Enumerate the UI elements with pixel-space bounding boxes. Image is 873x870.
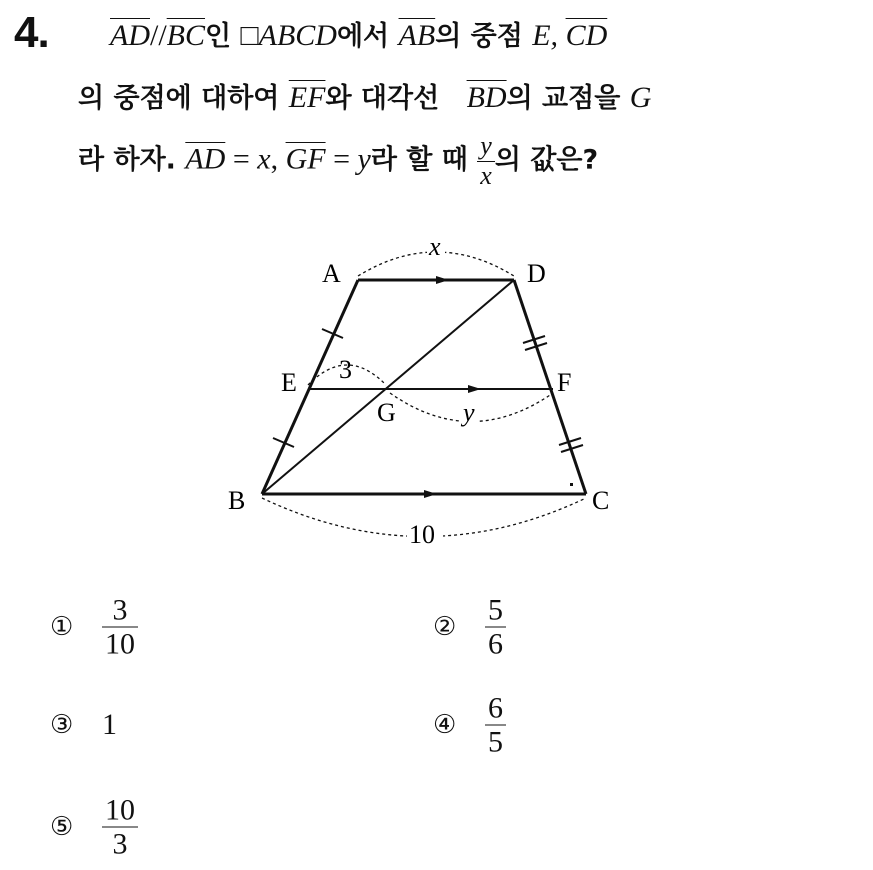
var-x: x	[257, 142, 271, 176]
choice-fraction: $\frac{5}{6}$	[485, 594, 506, 661]
choice-marker: ②	[433, 612, 457, 642]
label-b: B	[228, 486, 246, 515]
question-number: 4.	[14, 8, 49, 57]
text: 의 교점을	[506, 83, 630, 114]
equals-sign: =	[325, 142, 358, 176]
choice-1[interactable]	[50, 592, 250, 662]
text: 라 하자.	[78, 144, 186, 176]
text: 에서	[336, 21, 399, 52]
quad-abcd: ABCD	[258, 19, 337, 52]
parallel-sign: //	[150, 19, 167, 52]
comma: ,	[270, 142, 286, 176]
choice-3[interactable]	[50, 690, 250, 760]
text: 의 중점	[435, 21, 533, 52]
choice-5[interactable]	[50, 792, 250, 862]
measure-y: y	[463, 398, 475, 427]
choice-value: 1	[102, 708, 117, 741]
label-e: E	[281, 368, 297, 397]
measure-x: x	[429, 232, 441, 261]
label-d: D	[527, 259, 546, 288]
side-cd	[514, 280, 586, 494]
point-g: G	[629, 81, 652, 114]
choice-fraction: $\frac{10}{3}$	[102, 794, 138, 861]
measure-3: 3	[339, 355, 352, 384]
choice-marker: ⑤	[50, 812, 74, 842]
label-f: F	[557, 368, 572, 397]
fraction-y-over-x: $\frac{y}{x}$	[477, 132, 495, 190]
segment-ad: $\overline{AD}$	[110, 19, 150, 52]
text: 인	[205, 21, 241, 52]
corner-dot	[570, 483, 573, 486]
var-y: y	[357, 142, 371, 176]
side-ab	[262, 280, 358, 494]
text: 의 중점에 대하여	[78, 83, 289, 114]
choice-fraction: $\frac{6}{5}$	[485, 692, 506, 759]
label-c: C	[592, 486, 610, 515]
measure-10: 10	[409, 520, 435, 549]
choice-marker: ③	[50, 710, 74, 740]
text: 의 값은?	[494, 144, 599, 176]
text: 와 대각선	[325, 83, 449, 114]
choice-marker: ①	[50, 612, 74, 642]
segment-ad: $\overline{AD}$	[185, 142, 226, 176]
equals-sign: =	[225, 142, 258, 176]
text: 라 할 때	[370, 144, 478, 176]
label-g: G	[377, 398, 396, 427]
segment-gf: $\overline{GF}$	[285, 142, 326, 176]
square-symbol: □	[240, 19, 259, 52]
segment-bc: $\overline{BC}$	[166, 19, 206, 52]
point-e: E,	[532, 19, 566, 52]
label-a: A	[322, 259, 341, 288]
choice-fraction: $\frac{3}{10}$	[102, 594, 138, 661]
segment-ab: $\overline{AB}$	[398, 19, 436, 52]
segment-cd: $\overline{CD}$	[565, 19, 608, 52]
choice-marker: ④	[433, 710, 457, 740]
segment-ef: $\overline{EF}$	[288, 81, 326, 114]
segment-bd: $\overline{BD}$	[466, 81, 507, 114]
choice-4[interactable]	[433, 690, 633, 760]
choice-2[interactable]	[433, 592, 633, 662]
diagonal-bd	[262, 280, 514, 494]
